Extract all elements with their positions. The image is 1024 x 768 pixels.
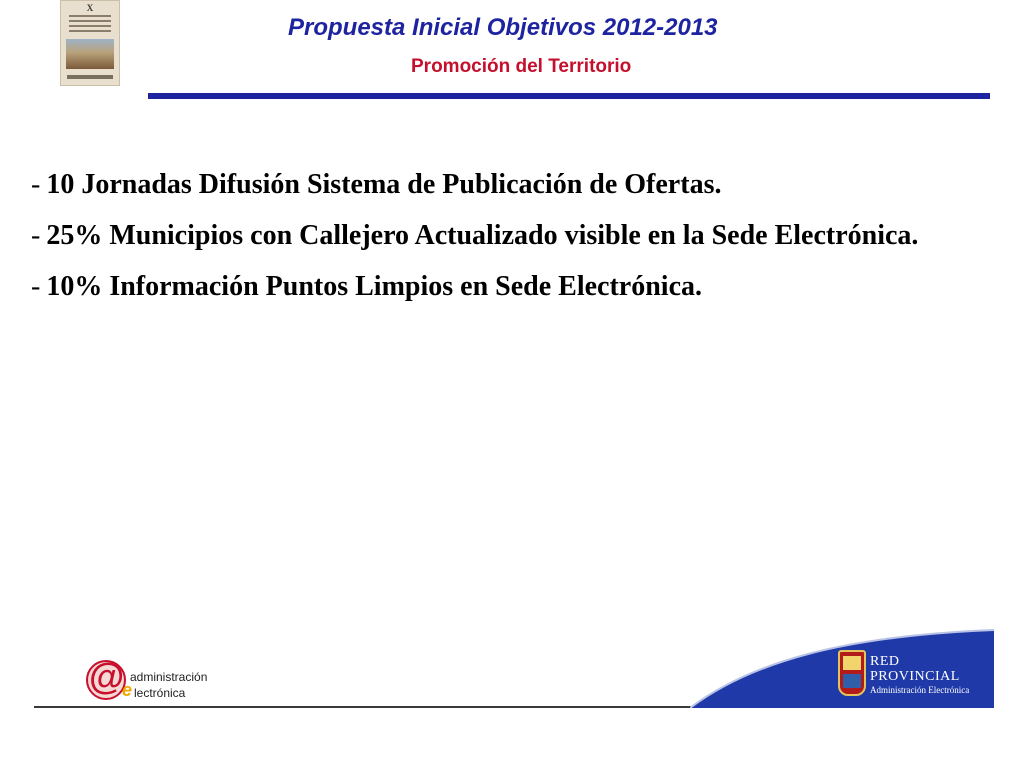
document-thumbnail [60, 0, 120, 86]
list-item-text: 25% Municipios con Callejero Actualizado visible en la Sede Electrónica. [46, 220, 919, 251]
at-symbol: @ [88, 656, 124, 697]
page-title: Propuesta Inicial Objetivos 2012-2013 [288, 14, 718, 41]
dash-bullet: - [31, 271, 41, 302]
page-subtitle: Promoción del Territorio [411, 56, 632, 77]
administracion-electronica-logo [86, 656, 236, 706]
red-provincial-line-2: PROVINCIAL [870, 669, 960, 684]
e-letter: e [122, 680, 133, 700]
list-item-text: 10 Jornadas Difusión Sistema de Publicación de Ofertas. [46, 169, 722, 200]
header-divider [148, 93, 990, 99]
list-item [31, 166, 961, 204]
objectives-list [31, 166, 961, 319]
dash-bullet: - [31, 169, 41, 200]
list-item [31, 268, 961, 306]
logo-line-1: administración [130, 670, 208, 684]
red-provincial-line-1: RED [870, 654, 900, 669]
red-provincial-line-3: Administración Electrónica [870, 685, 970, 695]
list-item [31, 217, 961, 255]
thumbnail-photo [66, 39, 114, 69]
logo-line-2: lectrónica [134, 686, 186, 700]
coat-of-arms-icon [838, 650, 866, 696]
thumbnail-label: X [86, 3, 94, 13]
dash-bullet: - [31, 220, 41, 251]
list-item-text: 10% Información Puntos Limpios en Sede Electrónica. [46, 271, 702, 302]
red-provincial-logo [870, 654, 969, 696]
